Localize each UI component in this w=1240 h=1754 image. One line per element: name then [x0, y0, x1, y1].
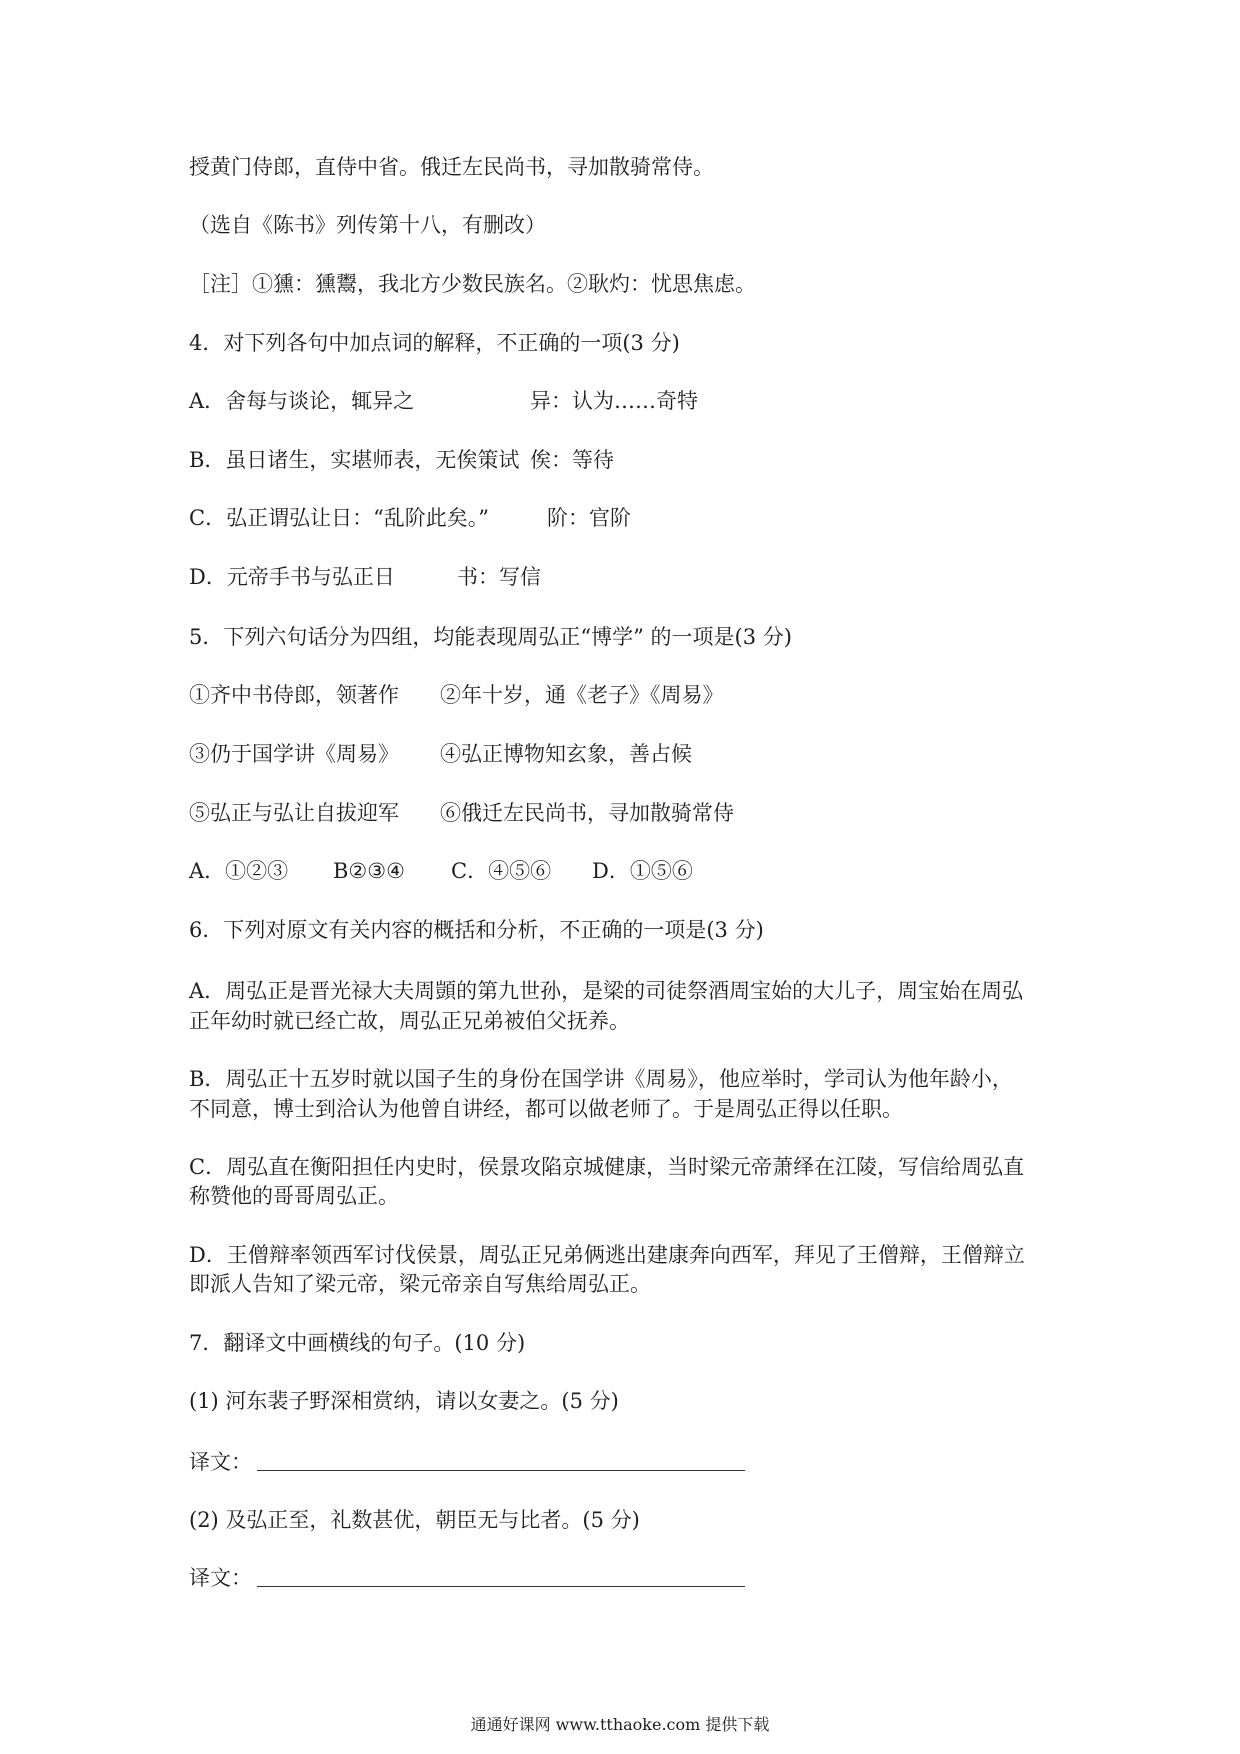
option-line: D．王僧辩率领西军讨伐侯景，周弘正兄弟俩逃出建康奔向西军，拜见了王僧辩，王僧辩立	[189, 1243, 1025, 1267]
answer-choice: B②③④	[333, 859, 405, 883]
option-line: 不同意，博士到洽认为他曾自讲经，都可以做老师了。于是周弘正得以任职。	[189, 1097, 903, 1121]
numbered-item: ③仍于国学讲《周易》	[189, 742, 399, 766]
option-sentence: C．弘正谓弘让日：“乱阶此矣。”	[189, 506, 490, 530]
answer-choice: A．①②③	[189, 859, 289, 883]
numbered-item: ②年十岁，通《老子》《周易》	[440, 683, 724, 707]
numbered-item: ④弘正博物知玄象，善占候	[440, 742, 692, 766]
translation-sentence: (2) 及弘正至，礼数甚优，朝臣无与比者。(5 分)	[189, 1508, 640, 1532]
answer-choice: C．④⑤⑥	[451, 859, 552, 883]
annotation-note: ［注］①獯：獯鬻，我北方少数民族名。②耿灼：忧思焦虑。	[189, 272, 756, 296]
option-line: 称赞他的哥哥周弘正。	[189, 1184, 399, 1208]
option-sentence: B．虽日诸生，实堪师表，无俟策试	[189, 448, 520, 472]
question-stem: 7．翻译文中画横线的句子。(10 分)	[189, 1331, 526, 1355]
option-gloss: 异：认为……奇特	[530, 389, 698, 413]
answer-label: 译文：	[189, 1450, 252, 1474]
option-gloss: 俟：等待	[530, 448, 614, 472]
numbered-item: ⑤弘正与弘让自拔迎军	[189, 801, 399, 825]
option-sentence: A．舍每与谈论，辄异之	[189, 389, 415, 413]
option-gloss: 阶：官阶	[547, 506, 631, 530]
source-citation: （选自《陈书》列传第十八，有删改）	[189, 213, 546, 237]
numbered-item: ①齐中书侍郎，领著作	[189, 683, 399, 707]
answer-choice: D．①⑤⑥	[592, 859, 693, 883]
option-line: B．周弘正十五岁时就以国子生的身份在国学讲《周易》，他应举时，学司认为他年龄小，	[189, 1067, 1013, 1091]
answer-blank-line	[257, 1586, 745, 1587]
option-sentence: D．元帝手书与弘正日	[189, 565, 395, 589]
question-stem: 5．下列六句话分为四组，均能表现周弘正“博学” 的一项是(3 分)	[189, 625, 792, 649]
answer-blank-line	[257, 1470, 745, 1471]
question-stem: 6．下列对原文有关内容的概括和分析，不正确的一项是(3 分)	[189, 918, 764, 942]
option-line: C．周弘直在衡阳担任内史时，侯景攻陷京城健康，当时梁元帝萧绎在江陵，写信给周弘直	[189, 1155, 1025, 1179]
option-line: 即派人告知了梁元帝，梁元帝亲自写焦给周弘正。	[189, 1272, 651, 1296]
option-line: 正年幼时就已经亡故，周弘正兄弟被伯父抚养。	[189, 1009, 630, 1033]
option-gloss: 书：写信	[457, 565, 541, 589]
option-line: A．周弘正是晋光禄大夫周顗的第九世孙，是梁的司徒祭酒周宝始的大儿子，周宝始在周弘	[189, 979, 1024, 1003]
question-stem: 4．对下列各句中加点词的解释，不正确的一项(3 分)	[189, 331, 680, 355]
numbered-item: ⑥俄迁左民尚书，寻加散骑常侍	[440, 801, 734, 825]
passage-tail: 授黄门侍郎，直侍中省。俄迁左民尚书，寻加散骑常侍。	[189, 155, 714, 179]
translation-sentence: (1) 河东裴子野深相赏纳，请以女妻之。(5 分)	[189, 1389, 619, 1413]
page-footer: 通通好课网 www.tthaoke.com 提供下载	[470, 1715, 770, 1734]
answer-label: 译文：	[189, 1566, 252, 1590]
